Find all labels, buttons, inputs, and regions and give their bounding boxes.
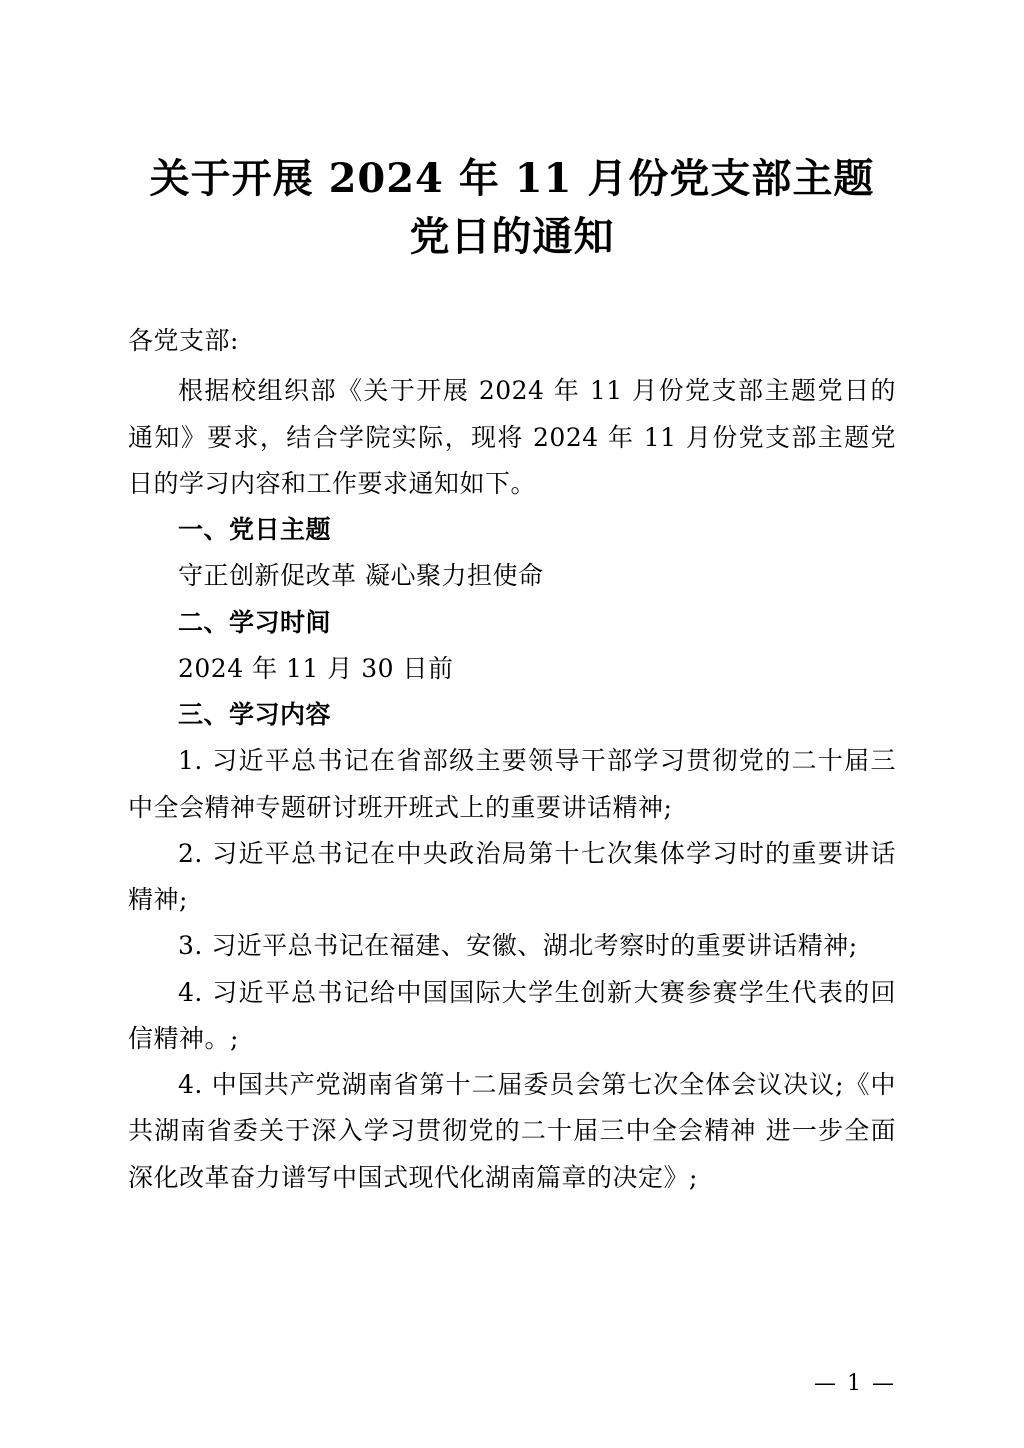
page-number: — 1 — (814, 1371, 896, 1396)
section-heading-theme: 一、党日主题 (178, 515, 332, 544)
content-item-1: 1. 习近平总书记在省部级主要领导干部学习贯彻党的二十届三中全会精神专题研讨班开班式上的重要讲话精神; (128, 746, 896, 822)
section-theme-line: 守正创新促改革 凝心聚力担使命 (178, 561, 544, 591)
content-item-2: 2. 习近平总书记在中央政治局第十七次集体学习时的重要讲话精神; (128, 838, 896, 914)
section-heading-time: 二、学习时间 (178, 607, 332, 637)
content-item-4: 4. 习近平总书记给中国国际大学生创新大赛参赛学生代表的回信精神。; (128, 977, 896, 1053)
content-item-3: 3. 习近平总书记在福建、安徽、湖北考察时的重要讲话精神; (178, 931, 858, 961)
page-title: 关于开展 2024 年 11 月份党支部主题党日的通知 (149, 155, 875, 260)
salutation: 各党支部: (128, 326, 239, 355)
intro-paragraph: 根据校组织部《关于开展 2024 年 11 月份党支部主题党日的通知》要求，结合学院实际，现将 2024 年 11 月份党支部主题党日的学习内容和工作要求通知如下。 (128, 376, 896, 498)
section-time-line: 2024 年 11 月 30 日前 (178, 653, 454, 683)
section-heading-content: 三、学习内容 (178, 700, 332, 729)
content-item-5: 4. 中国共产党湖南省第十二届委员会第七次全体会议决议;《中共湖南省委关于深入学习贯彻党的二十届三中全会精神 进一步全面深化改革奋力谱写中国式现代化湖南篇章的决定》; (128, 1070, 896, 1192)
